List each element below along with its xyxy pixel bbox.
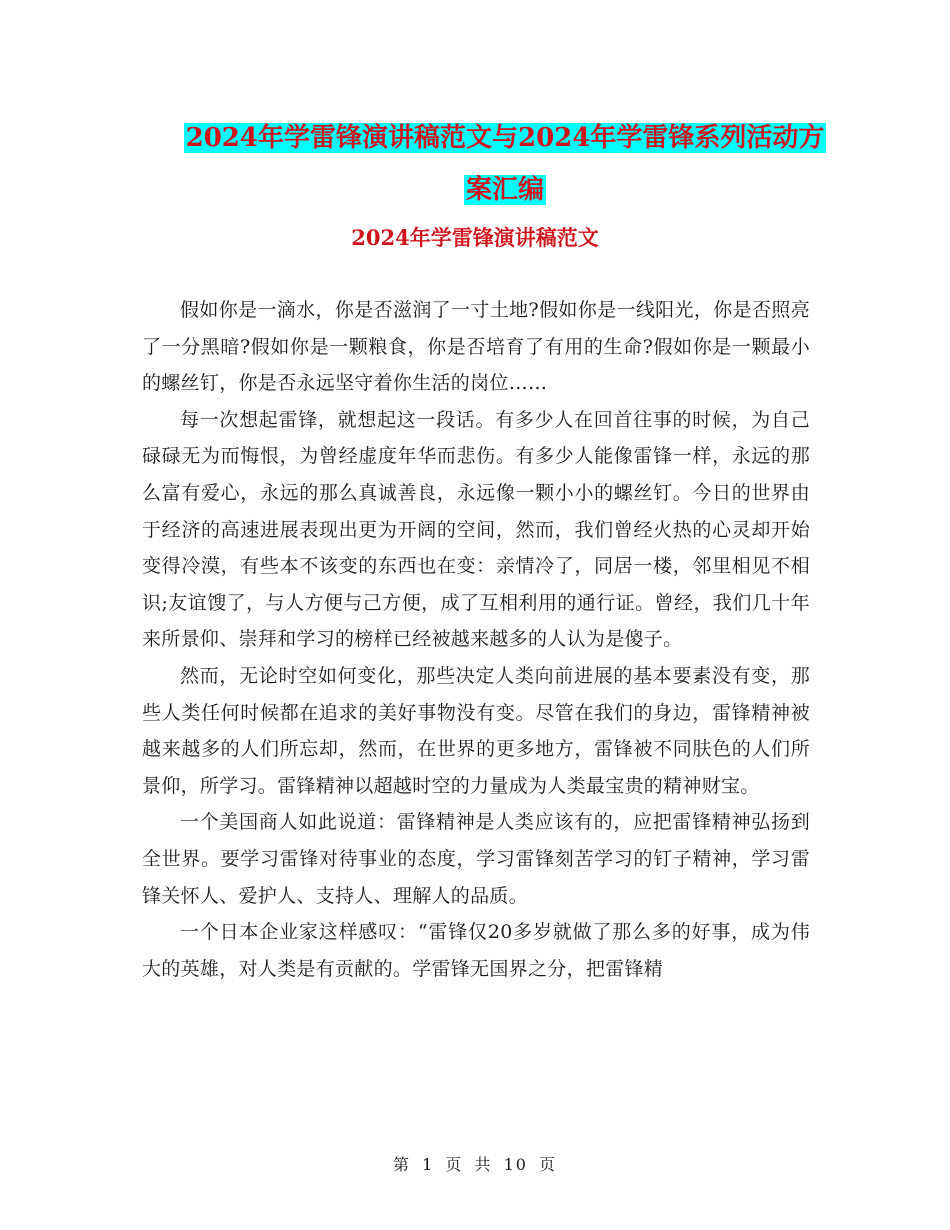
document-title-line-2: 案汇编 — [465, 175, 544, 205]
section-title: 2024年学雷锋演讲稿范文 — [351, 225, 599, 250]
document-body — [142, 292, 810, 987]
document-title — [140, 112, 870, 216]
page-footer — [0, 1152, 950, 1175]
footer-label-unit: 页 — [445, 1155, 464, 1174]
paragraph-5: 一个日本企业家这样感叹：“雷锋仅20多岁就做了那么多的好事，成为伟大的英雄，对人类是有贡献的。学雷锋无国界之分，把雷锋精 — [142, 921, 810, 980]
paragraph-3: 然而，无论时空如何变化，那些决定人类向前进展的基本要素没有变，那些人类任何时候都在追求的美好事物没有变。尽管在我们的身边，雷锋精神被越来越多的人们所忘却，然而，在世界的更多地方，雷锋被不同肤色的人们所景仰，所学习。雷锋精神以超越时空的力量成为人类最宝贵的精神财宝。 — [142, 664, 810, 797]
footer-label-total: 共 — [474, 1155, 493, 1174]
paragraph-2: 每一次想起雷锋，就想起这一段话。有多少人在回首往事的时候，为自己碌碌无为而悔恨，为曾经虚度年华而悲伤。有多少人能像雷锋一样，永远的那么富有爱心，永远的那么真诚善良，永远像一颗小小的螺丝钉。今日的世界由于经济的高速进展表现出更为开阔的空间，然而，我们曾经火热的心灵却开始变得冷漠，有些本不该变的东西也在变：亲情冷了，同居一楼，邻里相见不相识;友谊馊了，与人方便与己方便，成了互相利用的通行证。曾经，我们几十年来所景仰、崇拜和学习的榜样已经被越来越多的人认为是傻子。 — [142, 408, 810, 651]
footer-label-unit-2: 页 — [539, 1155, 558, 1174]
paragraph-1: 假如你是一滴水，你是否滋润了一寸土地?假如你是一线阳光，你是否照亮了一分黑暗?假如你是一颗粮食，你是否培育了有用的生命?假如你是一颗最小的螺丝钉，你是否永远坚守着你生活的岗位…… — [142, 299, 810, 395]
footer-total-pages: 10 — [503, 1155, 528, 1174]
footer-label-page: 第 — [392, 1155, 411, 1174]
document-title-line-1: 2024年学雷锋演讲稿范文与2024年学雷锋系列活动方 — [185, 123, 825, 153]
footer-current-page: 1 — [422, 1155, 435, 1174]
paragraph-4: 一个美国商人如此说道：雷锋精神是人类应该有的，应把雷锋精神弘扬到全世界。要学习雷锋对待事业的态度，学习雷锋刻苦学习的钉子精神，学习雷锋关怀人、爱护人、支持人、理解人的品质。 — [142, 811, 810, 907]
